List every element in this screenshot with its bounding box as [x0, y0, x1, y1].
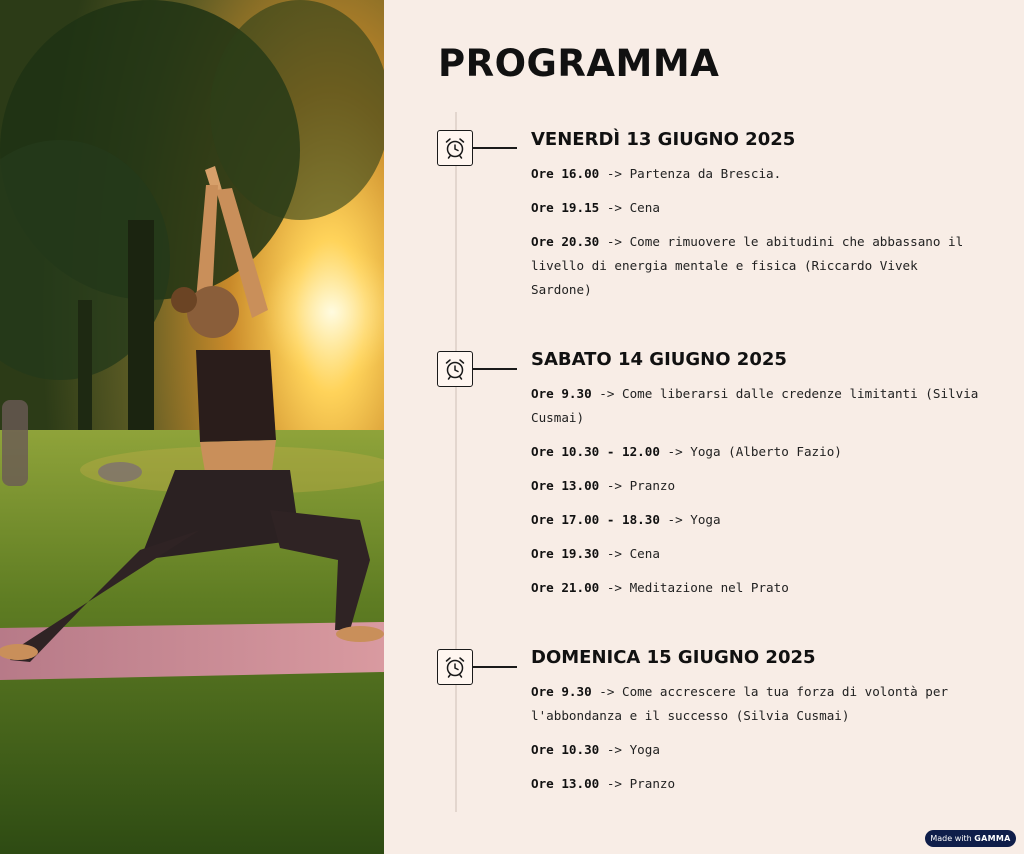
event-list	[531, 162, 981, 312]
event-text: -> Meditazione nel Prato	[599, 580, 789, 595]
timeline-connector	[473, 368, 517, 370]
event-item	[531, 196, 981, 220]
event-text: -> Come rimuovere le abitudini che abbassano il livello di energia mentale e fisica (Riccardo Vivek Sardone)	[531, 234, 964, 297]
event-text: -> Come accrescere la tua forza di volontà per l'abbondanza e il successo (Silvia Cusmai)	[531, 684, 949, 723]
event-text: -> Partenza da Brescia.	[599, 166, 782, 181]
timeline-connector	[473, 147, 517, 149]
event-text: -> Cena	[599, 200, 660, 215]
badge-brand: GAMMA	[974, 834, 1011, 843]
yoga-sunset-photo	[0, 0, 384, 854]
event-time: Ore 13.00	[531, 478, 600, 493]
event-text: -> Pranzo	[599, 776, 676, 791]
event-text: -> Come liberarsi dalle credenze limitanti (Silvia Cusmai)	[531, 386, 979, 425]
event-time: Ore 19.15	[531, 200, 600, 215]
event-item	[531, 230, 981, 302]
alarm-clock-icon	[437, 649, 473, 685]
timeline-line	[455, 112, 457, 812]
day-heading: VENERDÌ 13 GIUGNO 2025	[531, 129, 796, 150]
event-text: -> Yoga	[599, 742, 660, 757]
event-item	[531, 508, 981, 532]
event-item	[531, 542, 981, 566]
alarm-clock-icon	[437, 130, 473, 166]
event-time: Ore 19.30	[531, 546, 600, 561]
event-time: Ore 17.00 - 18.30	[531, 512, 660, 527]
timeline-connector	[473, 666, 517, 668]
event-item	[531, 440, 981, 464]
day-heading: DOMENICA 15 GIUGNO 2025	[531, 647, 816, 668]
event-time: Ore 13.00	[531, 776, 600, 791]
day-heading: SABATO 14 GIUGNO 2025	[531, 349, 787, 370]
badge-prefix: Made with	[930, 834, 975, 843]
event-text: -> Yoga (Alberto Fazio)	[659, 444, 842, 459]
event-item	[531, 738, 981, 762]
event-time: Ore 20.30	[531, 234, 600, 249]
event-text: -> Pranzo	[599, 478, 676, 493]
page-title: PROGRAMMA	[438, 42, 720, 85]
event-item	[531, 162, 981, 186]
event-item	[531, 680, 981, 728]
event-time: Ore 10.30 - 12.00	[531, 444, 660, 459]
event-time: Ore 21.00	[531, 580, 600, 595]
event-text: -> Yoga	[659, 512, 721, 527]
event-text: -> Cena	[599, 546, 660, 561]
event-list	[531, 382, 981, 610]
programme-panel	[384, 0, 1024, 854]
alarm-clock-icon	[437, 351, 473, 387]
event-time: Ore 9.30	[531, 684, 592, 699]
made-with-gamma-badge[interactable]	[925, 830, 1016, 847]
event-time: Ore 9.30	[531, 386, 592, 401]
event-time: Ore 16.00	[531, 166, 600, 181]
event-item	[531, 474, 981, 498]
event-item	[531, 772, 981, 796]
event-item	[531, 382, 981, 430]
event-list	[531, 680, 981, 806]
event-item	[531, 576, 981, 600]
event-time: Ore 10.30	[531, 742, 600, 757]
